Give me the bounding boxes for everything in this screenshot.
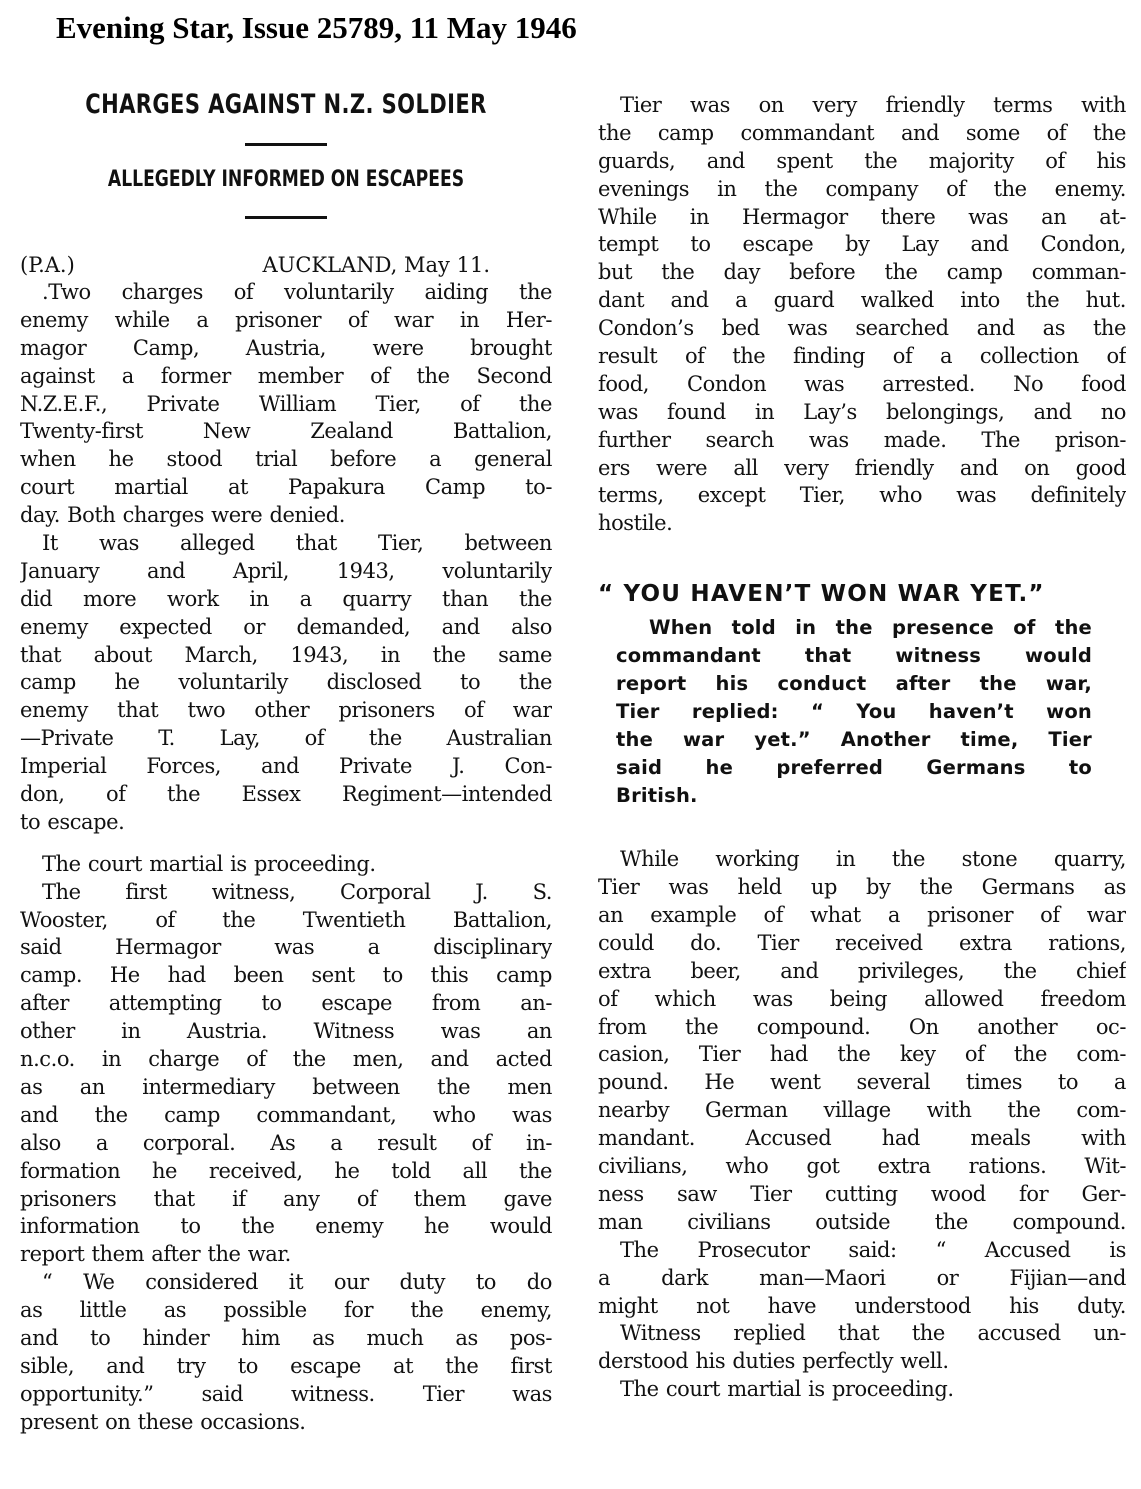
text-line: Witness replied that the accused un-: [620, 1321, 1126, 1346]
text-line: formation he received, he told all the: [20, 1158, 552, 1183]
text-line: as an intermediary between the men: [20, 1074, 552, 1099]
text-line: other in Austria. Witness was an: [20, 1019, 552, 1044]
text-line: the war yet.” Another time, Tier: [616, 728, 1092, 752]
text-line: commandant that witness would: [616, 644, 1092, 668]
text-line: prisoners that if any of them gave: [20, 1186, 552, 1211]
text-line: camp. He had been sent to this camp: [20, 963, 552, 988]
text-line: of which was being allowed freedom: [598, 986, 1126, 1011]
text-line: said he preferred Germans to: [616, 756, 1092, 780]
text-line: It was alleged that Tier, between: [42, 531, 552, 556]
text-line: enemy while a prisoner of war in Her-: [20, 307, 552, 332]
text-line: Wooster, of the Twentieth Battalion,: [20, 907, 552, 932]
text-line: said Hermagor was a disciplinary: [20, 935, 552, 960]
text-line: dant and a guard walked into the hut.: [598, 288, 1126, 313]
text-line: casion, Tier had the key of the com-: [598, 1042, 1126, 1067]
text-line: derstood his duties perfectly well.: [598, 1349, 949, 1374]
article-headline: CHARGES AGAINST N.Z. SOLDIER: [85, 89, 487, 120]
text-line: N.Z.E.F., Private William Tier, of the: [20, 391, 552, 416]
text-line: Twenty-first New Zealand Battalion,: [20, 419, 552, 444]
text-line: extra beer, and privileges, the chief: [598, 958, 1126, 983]
text-line: might not have understood his duty.: [598, 1293, 1126, 1318]
dateline-place-date: AUCKLAND, May 11.: [262, 253, 490, 277]
text-line: and to hinder him as much as pos-: [20, 1325, 552, 1350]
text-line: report his conduct after the war,: [616, 672, 1092, 696]
text-line: to escape.: [20, 809, 125, 834]
text-line: guards, and spent the majority of his: [598, 148, 1126, 173]
text-line: food, Condon was arrested. No food: [598, 371, 1126, 396]
text-line: report them after the war.: [20, 1242, 291, 1267]
text-line: when he stood trial before a general: [20, 447, 552, 472]
text-line: day. Both charges were denied.: [20, 503, 345, 528]
text-line: When told in the presence of the: [649, 616, 1092, 640]
text-line: a dark man—Maori or Fijian—and: [598, 1265, 1126, 1290]
text-line: camp he voluntarily disclosed to the: [20, 670, 552, 695]
text-line: court martial at Papakura Camp to-: [20, 475, 552, 500]
text-line: Tier was held up by the Germans as: [598, 875, 1126, 900]
text-line: pound. He went several times to a: [598, 1070, 1126, 1095]
text-line: the camp commandant and some of the: [598, 120, 1126, 145]
text-line: mandant. Accused had meals with: [598, 1126, 1126, 1151]
text-line: from the compound. On another oc-: [598, 1014, 1126, 1039]
paragraph-gap: [20, 837, 552, 851]
text-line: enemy that two other prisoners of war: [20, 698, 552, 723]
text-line: British.: [616, 784, 698, 808]
text-line: .Two charges of voluntarily aiding the: [42, 280, 552, 304]
text-line: evenings in the company of the enemy.: [598, 176, 1126, 201]
text-line: Tier replied: “ You haven’t won: [616, 700, 1092, 724]
text-line: present on these occasions.: [20, 1409, 306, 1434]
section-bold-body: [598, 614, 1092, 810]
text-line: The court martial is proceeding.: [42, 851, 376, 876]
text-line: hostile.: [598, 511, 673, 536]
text-line: civilians, who got extra rations. Wit-: [598, 1154, 1126, 1179]
text-line: terms, except Tier, who was definitely: [598, 483, 1126, 508]
left-column-body: [20, 279, 552, 1437]
text-line: could do. Tier received extra rations,: [598, 930, 1126, 955]
text-line: that about March, 1943, in the same: [20, 642, 552, 667]
article-left-column: [20, 85, 552, 1437]
text-line: enemy expected or demanded, and also: [20, 614, 552, 639]
text-line: was found in Lay’s belongings, and no: [598, 399, 1126, 424]
text-line: against a former member of the Second: [20, 363, 552, 388]
text-line: result of the finding of a collection of: [598, 344, 1126, 369]
text-line: did more work in a quarry than the: [20, 586, 552, 611]
article-right-column: [598, 92, 1126, 1404]
text-line: The Prosecutor said: “ Accused is: [620, 1237, 1126, 1262]
text-line: don, of the Essex Regiment—intended: [20, 782, 552, 807]
text-line: Tier was on very friendly terms with: [620, 93, 1126, 117]
text-line: tempt to escape by Lay and Condon,: [598, 232, 1126, 257]
text-line: an example of what a prisoner of war: [598, 903, 1126, 928]
text-line: also a corporal. As a result of in-: [20, 1130, 552, 1155]
text-line: and the camp commandant, who was: [20, 1102, 552, 1127]
text-line: after attempting to escape from an-: [20, 991, 552, 1016]
section-heading-you-havent-won: “ YOU HAVEN’T WON WAR YET.”: [598, 581, 1045, 608]
text-line: n.c.o. in charge of the men, and acted: [20, 1047, 552, 1072]
text-line: While in Hermagor there was an at-: [598, 204, 1126, 229]
text-line: further search was made. The prison-: [598, 427, 1126, 452]
right-column-top-body: [598, 92, 1126, 538]
text-line: While working in the stone quarry,: [620, 847, 1126, 872]
text-line: ness saw Tier cutting wood for Ger-: [598, 1181, 1126, 1206]
text-line: but the day before the camp comman-: [598, 260, 1126, 285]
text-line: magor Camp, Austria, were brought: [20, 335, 552, 360]
text-line: Condon’s bed was searched and as the: [598, 316, 1126, 341]
dateline: [20, 251, 518, 279]
text-line: opportunity.” said witness. Tier was: [20, 1381, 552, 1406]
dateline-agency: (P.A.): [20, 253, 75, 277]
text-line: man civilians outside the compound.: [598, 1209, 1126, 1234]
text-line: Imperial Forces, and Private J. Con-: [20, 754, 552, 779]
text-line: ers were all very friendly and on good: [598, 455, 1126, 480]
text-line: The court martial is proceeding.: [620, 1377, 954, 1402]
text-line: “ We considered it our duty to do: [42, 1270, 552, 1295]
text-line: sible, and try to escape at the first: [20, 1353, 552, 1378]
text-line: January and April, 1943, voluntarily: [20, 558, 552, 583]
text-line: The first witness, Corporal J. S.: [42, 879, 552, 904]
text-line: nearby German village with the com-: [598, 1098, 1126, 1123]
newspaper-source-title: Evening Star, Issue 25789, 11 May 1946: [56, 10, 577, 45]
text-line: —Private T. Lay, of the Australian: [20, 726, 552, 751]
text-line: information to the enemy he would: [20, 1214, 552, 1239]
right-column-bottom-body: [598, 846, 1126, 1404]
text-line: as little as possible for the enemy,: [20, 1298, 552, 1323]
article-subheadline: ALLEGEDLY INFORMED ON ESCAPEES: [107, 167, 465, 192]
